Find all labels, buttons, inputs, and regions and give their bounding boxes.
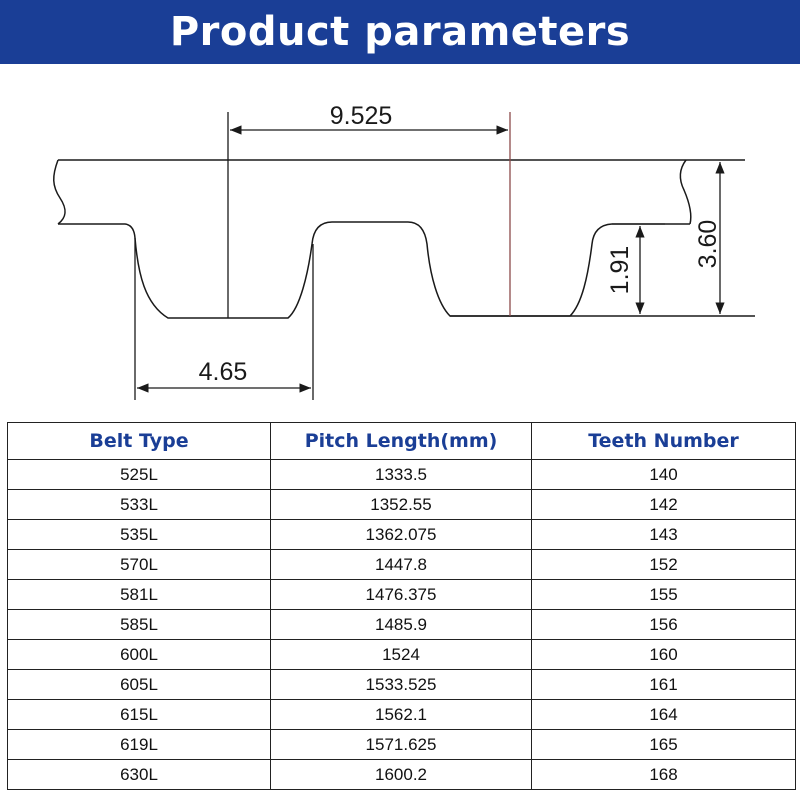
belt-type-cell: 600L	[8, 640, 271, 670]
table-row	[8, 640, 796, 670]
pitch-length-cell: 1600.2	[271, 760, 532, 790]
belt-type-cell: 581L	[8, 580, 271, 610]
table-row	[8, 670, 796, 700]
pitch-length-cell: 1333.5	[271, 460, 532, 490]
teeth-number-cell: 155	[532, 580, 796, 610]
belt-type-cell: 525L	[8, 460, 271, 490]
belt-type-cell: 615L	[8, 700, 271, 730]
table-row	[8, 730, 796, 760]
tooth-width-value: 4.65	[198, 358, 248, 386]
teeth-number-cell: 160	[532, 640, 796, 670]
pitch-length-cell: 1485.9	[271, 610, 532, 640]
table-row	[8, 550, 796, 580]
teeth-number-cell: 168	[532, 760, 796, 790]
teeth-number-cell: 143	[532, 520, 796, 550]
table-row	[8, 700, 796, 730]
pitch-length-cell: 1571.625	[271, 730, 532, 760]
right-break-line	[680, 160, 690, 224]
table-row	[8, 460, 796, 490]
thickness-value: 3.60	[694, 219, 722, 269]
belt-type-cell: 533L	[8, 490, 271, 520]
belt-type-cell: 535L	[8, 520, 271, 550]
pitch-length-cell: 1533.525	[271, 670, 532, 700]
table-row	[8, 760, 796, 790]
table-row	[8, 610, 796, 640]
page-title: Product parameters	[169, 9, 631, 55]
teeth-number-cell: 164	[532, 700, 796, 730]
column-header-belt-type: Belt Type	[8, 423, 271, 460]
belt-tooth-profile	[58, 222, 690, 318]
pitch-length-cell: 1562.1	[271, 700, 532, 730]
pitch-value: 9.525	[329, 102, 393, 130]
tooth-height-value: 1.91	[606, 245, 634, 295]
teeth-number-cell: 152	[532, 550, 796, 580]
pitch-length-cell: 1362.075	[271, 520, 532, 550]
belt-type-cell: 630L	[8, 760, 271, 790]
teeth-number-cell: 142	[532, 490, 796, 520]
table-row	[8, 490, 796, 520]
pitch-length-cell: 1352.55	[271, 490, 532, 520]
table-header-row	[8, 423, 796, 460]
belt-type-cell: 585L	[8, 610, 271, 640]
table-row	[8, 580, 796, 610]
table-row	[8, 520, 796, 550]
pitch-length-cell: 1476.375	[271, 580, 532, 610]
pitch-length-cell: 1447.8	[271, 550, 532, 580]
left-break-line	[54, 160, 65, 224]
page-title-banner	[0, 0, 800, 64]
belt-type-cell: 605L	[8, 670, 271, 700]
teeth-number-cell: 165	[532, 730, 796, 760]
belt-profile-drawing	[0, 64, 800, 420]
column-header-teeth-number: Teeth Number	[532, 423, 796, 460]
parameters-table	[7, 422, 796, 790]
teeth-number-cell: 156	[532, 610, 796, 640]
teeth-number-cell: 140	[532, 460, 796, 490]
belt-profile-diagram	[0, 64, 800, 420]
column-header-pitch-length: Pitch Length(mm)	[271, 423, 532, 460]
pitch-length-cell: 1524	[271, 640, 532, 670]
teeth-number-cell: 161	[532, 670, 796, 700]
belt-type-cell: 570L	[8, 550, 271, 580]
belt-type-cell: 619L	[8, 730, 271, 760]
